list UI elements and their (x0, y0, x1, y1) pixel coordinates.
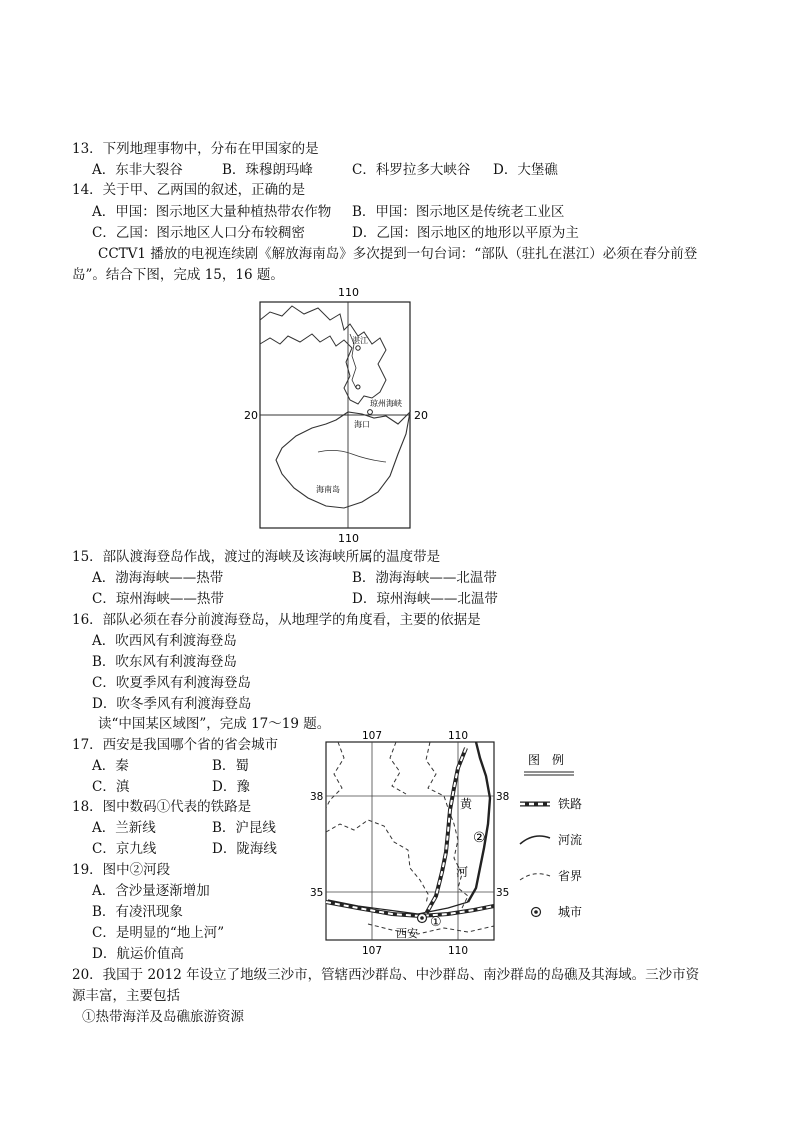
lon-110-bottom-label: 110 (338, 532, 359, 545)
intro-17-19: 读“中国某区域图”，完成 17～19 题。 (98, 716, 331, 732)
legend-river-label: 河流 (558, 833, 583, 847)
legend-title: 图 例 (528, 753, 565, 767)
lat-38-right-label: 38 (496, 791, 510, 803)
lon-107-top-label: 107 (362, 730, 383, 742)
marker-2-label: ② (473, 830, 486, 846)
q19-option-c: C．是明显的“地上河” (92, 925, 225, 941)
leizhou-coastline (260, 306, 386, 404)
he-label: 河 (456, 865, 469, 879)
boundary-line-2 (390, 742, 406, 794)
zhanjiang-city-icon (356, 346, 360, 350)
q15-option-b: B．渤海海峡——北温带 (352, 570, 497, 586)
q18-option-a: A．兰新线 (92, 820, 156, 836)
q17-stem: 17．西安是我国哪个省的省会城市 (72, 737, 279, 753)
q19-option-d: D．航运价值高 (92, 946, 184, 962)
xian-city-dot (420, 916, 424, 920)
q16-option-d: D．吹冬季风有利渡海登岛 (92, 696, 252, 712)
xian-label: 西安 (396, 927, 418, 940)
q19-option-b: B．有凌汛现象 (92, 904, 183, 920)
q13-stem: 13．下列地理事物中，分布在甲国家的是 (72, 141, 319, 157)
q14-option-c: C．乙国：图示地区人口分布较稠密 (92, 225, 305, 241)
q16-option-b: B．吹东风有利渡海登岛 (92, 654, 237, 670)
q18-stem: 18．图中数码①代表的铁路是 (72, 799, 252, 815)
q14-option-a: A．甲国：图示地区大量种植热带农作物 (92, 204, 332, 220)
lat-20-left-label: 20 (244, 409, 258, 422)
lon-110-top-label: 110 (448, 730, 469, 742)
boundary-line-1 (326, 742, 344, 808)
town-icon (356, 385, 360, 389)
q13-option-a: A．东非大裂谷 (92, 162, 183, 178)
haikou-label: 海口 (354, 420, 370, 429)
qiongzhou-strait-label: 琼州海峡 (370, 399, 402, 408)
q17-option-b: B．蜀 (212, 758, 249, 774)
q18-option-c: C．京九线 (92, 841, 157, 857)
lat-35-left-label: 35 (310, 887, 324, 899)
huang-label: 黄 (460, 797, 473, 811)
legend-boundary-label: 省界 (558, 869, 583, 883)
xian-region-map (308, 728, 608, 960)
q17-option-c: C．滇 (92, 779, 130, 795)
q16-option-c: C．吹夏季风有利渡海登岛 (92, 675, 251, 691)
q15-stem: 15．部队渡海登岛作战，渡过的海峡及该海峡所属的温度带是 (72, 549, 441, 565)
q15-option-d: D．琼州海峡——北温带 (352, 591, 498, 607)
q20-item-1: ①热带海洋及岛礁旅游资源 (82, 1009, 244, 1025)
legend-river-icon (520, 836, 550, 844)
marker-1-label: ① (430, 915, 442, 930)
q17-option-d: D．豫 (212, 779, 250, 795)
q16-option-a: A．吹西风有利渡海登岛 (92, 633, 237, 649)
q18-option-d: D．陇海线 (212, 841, 277, 857)
q16-stem: 16．部队必须在春分前渡海登岛，从地理学的角度看，主要的依据是 (72, 612, 481, 628)
q13-option-d: D．大堡礁 (493, 162, 558, 178)
lat-38-left-label: 38 (310, 791, 324, 803)
q14-option-b: B．甲国：图示地区是传统老工业区 (352, 204, 565, 220)
lon-110-bottom-label: 110 (448, 945, 469, 957)
legend-city-label: 城市 (558, 905, 583, 919)
q20-stem-line2: 源丰富，主要包括 (72, 988, 180, 1004)
lat-35-right-label: 35 (496, 887, 510, 899)
q17-option-a: A．秦 (92, 758, 129, 774)
boundary-line-3 (326, 820, 428, 904)
hainan-island-outline (276, 412, 410, 508)
q19-stem: 19．图中②河段 (72, 862, 171, 878)
island-river (318, 450, 386, 462)
q15-option-a: A．渤海海峡——热带 (92, 570, 224, 586)
q20-stem-line1: 20．我国于 2012 年设立了地级三沙市，管辖西沙群岛、中沙群岛、南沙群岛的岛礁及其海域。三沙市资 (72, 967, 700, 983)
intro-15-16-line1: CCTV1 播放的电视连续剧《解放海南岛》多次提到一句台词：“部队（驻扎在湛江）必须在春分前登 (98, 246, 698, 262)
q13-option-b: B．珠穆朗玛峰 (222, 162, 313, 178)
q18-option-b: B．沪昆线 (212, 820, 276, 836)
lat-20-right-label: 20 (414, 409, 428, 422)
intro-15-16-line2: 岛”。结合下图，完成 15，16 题。 (72, 267, 284, 283)
q14-option-d: D．乙国：图示地区的地形以平原为主 (352, 225, 579, 241)
haikou-city-icon (368, 410, 373, 415)
hainan-map (240, 284, 430, 546)
q19-option-a: A．含沙量逐渐增加 (92, 883, 210, 899)
legend-boundary-icon (520, 874, 550, 880)
legend-railway-label: 铁路 (558, 797, 583, 811)
yellow-river-line (468, 742, 490, 902)
hainan-island-label: 海南岛 (316, 485, 340, 494)
q13-option-c: C．科罗拉多大峡谷 (352, 162, 471, 178)
q14-stem: 14．关于甲、乙两国的叙述，正确的是 (72, 182, 306, 198)
lon-107-bottom-label: 107 (362, 945, 383, 957)
zhanjiang-label: 湛江 (352, 336, 368, 345)
legend-city-dot (534, 910, 538, 914)
lon-110-top-label: 110 (338, 286, 359, 299)
q15-option-c: C．琼州海峡——热带 (92, 591, 224, 607)
